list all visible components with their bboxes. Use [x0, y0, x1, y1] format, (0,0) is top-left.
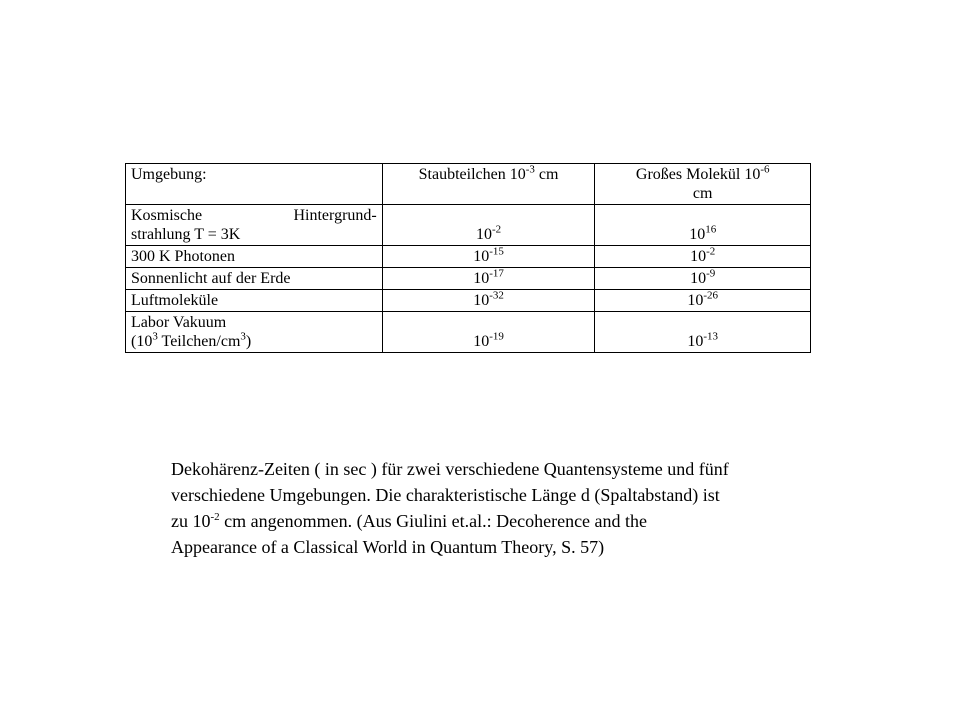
- row-environment: Labor Vakuum ($10^3$ Teilchen/$cm^3$): [126, 312, 383, 353]
- molecule-time: $10^{16}$: [595, 205, 811, 246]
- header-environment: Umgebung:: [126, 164, 383, 205]
- table-caption: [171, 456, 831, 560]
- header-dust-particle: Staubteilchen $10^{-3}$ cm: [382, 164, 595, 205]
- dust-time: $10^{-17}$: [382, 268, 595, 290]
- table-header-row: [126, 164, 811, 205]
- table-row: [126, 246, 811, 268]
- dust-time: $10^{-32}$: [382, 290, 595, 312]
- dust-time: $10^{-19}$: [382, 312, 595, 353]
- molecule-time: $10^{-26}$: [595, 290, 811, 312]
- caption-line: zu $10^{-2}$ cm angenommen. (Aus Giulini et.al.: Decoherence and the: [171, 511, 648, 531]
- row-environment: 300 K Photonen: [126, 246, 383, 268]
- decoherence-table: [125, 163, 811, 353]
- row-environment: Sonnenlicht auf der Erde: [126, 268, 383, 290]
- caption-line: Dekohärenz-Zeiten ( in sec ) für zwei verschiedene Quantensysteme und fünf: [171, 459, 729, 479]
- molecule-time: $10^{-9}$: [595, 268, 811, 290]
- table-row: [126, 268, 811, 290]
- dust-time: $10^{-2}$: [382, 205, 595, 246]
- caption-line: Appearance of a Classical World in Quantum Theory, S. 57): [171, 537, 605, 557]
- table-row: [126, 205, 811, 246]
- table-row: [126, 290, 811, 312]
- header-large-molecule: Großes Molekül $10^{-6}$ cm: [595, 164, 811, 205]
- caption-line: verschiedene Umgebungen. Die charakteristische Länge d (Spaltabstand) ist: [171, 485, 720, 505]
- dust-time: $10^{-15}$: [382, 246, 595, 268]
- row-environment: Kosmische Hintergrund- strahlung T = 3K: [126, 205, 383, 246]
- row-environment: Luftmoleküle: [126, 290, 383, 312]
- table-row: [126, 312, 811, 353]
- molecule-time: $10^{-13}$: [595, 312, 811, 353]
- molecule-time: $10^{-2}$: [595, 246, 811, 268]
